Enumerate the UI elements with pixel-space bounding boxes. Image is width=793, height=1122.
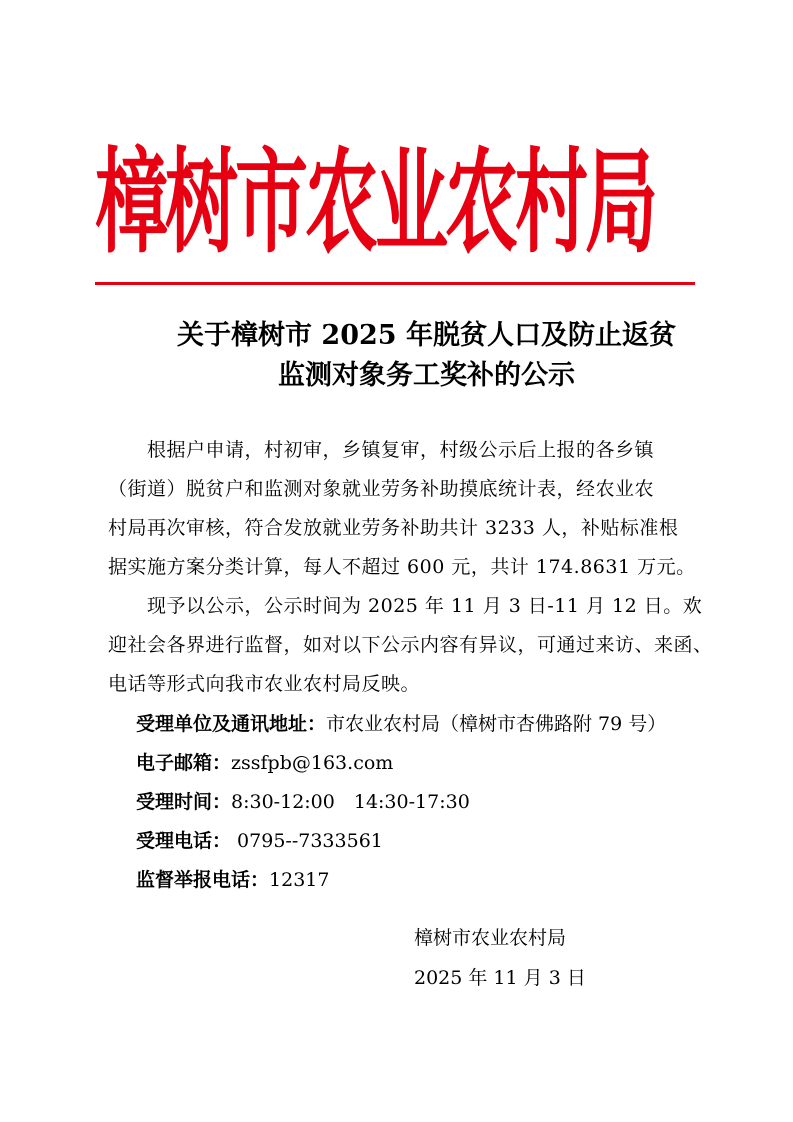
report-phone-value: 12317 xyxy=(269,869,330,891)
notice-title-line-2: 监测对象务工奖补的公示 xyxy=(278,360,575,391)
org-header-title: 樟树市农业农村局 xyxy=(95,137,655,270)
hours-label: 受理时间： xyxy=(136,791,232,813)
contact-email-row xyxy=(136,743,393,783)
email-label: 电子邮箱： xyxy=(136,752,232,774)
report-phone-label: 监督举报电话： xyxy=(136,869,270,891)
contact-report-row xyxy=(136,860,329,900)
red-divider-line xyxy=(95,282,695,285)
phone-label: 受理电话： xyxy=(136,830,232,852)
body-paragraph-line: 迎社会各界进行监督，如对以下公示内容有异议，可通过来访、来函、 xyxy=(108,634,713,656)
contact-address-row xyxy=(136,704,666,744)
body-paragraph-line: （街道）脱贫户和监测对象就业劳务补助摸底统计表，经农业农 xyxy=(108,478,655,500)
address-label: 受理单位及通讯地址： xyxy=(136,713,327,735)
signature-date: 2025 年 11 月 3 日 xyxy=(414,967,586,989)
email-value[interactable]: zssfpb@163.com xyxy=(231,752,394,774)
body-paragraph-line: 现予以公示，公示时间为 2025 年 11 月 3 日-11 月 12 日。欢 xyxy=(108,595,703,617)
phone-value: 0795--7333561 xyxy=(231,830,383,852)
body-paragraph-line: 根据户申请，村初审，乡镇复审，村级公示后上报的各乡镇 xyxy=(108,439,655,461)
body-paragraph-line: 据实施方案分类计算，每人不超过 600 元，共计 174.8631 万元。 xyxy=(108,556,696,578)
contact-hours-row xyxy=(136,782,470,822)
signature-org: 樟树市农业农村局 xyxy=(414,927,567,949)
hours-value: 8:30-12:00 14:30-17:30 xyxy=(231,791,470,813)
body-paragraph-line: 村局再次审核，符合发放就业劳务补助共计 3233 人，补贴标准根 xyxy=(108,517,679,539)
body-paragraph-line: 电话等形式向我市农业农村局反映。 xyxy=(108,673,421,695)
address-value: 市农业农村局（樟树市杏佛路附 79 号） xyxy=(326,713,667,735)
notice-title-line-1: 关于樟树市 2025 年脱贫人口及防止返贫 xyxy=(177,320,676,351)
contact-phone-row xyxy=(136,821,383,861)
